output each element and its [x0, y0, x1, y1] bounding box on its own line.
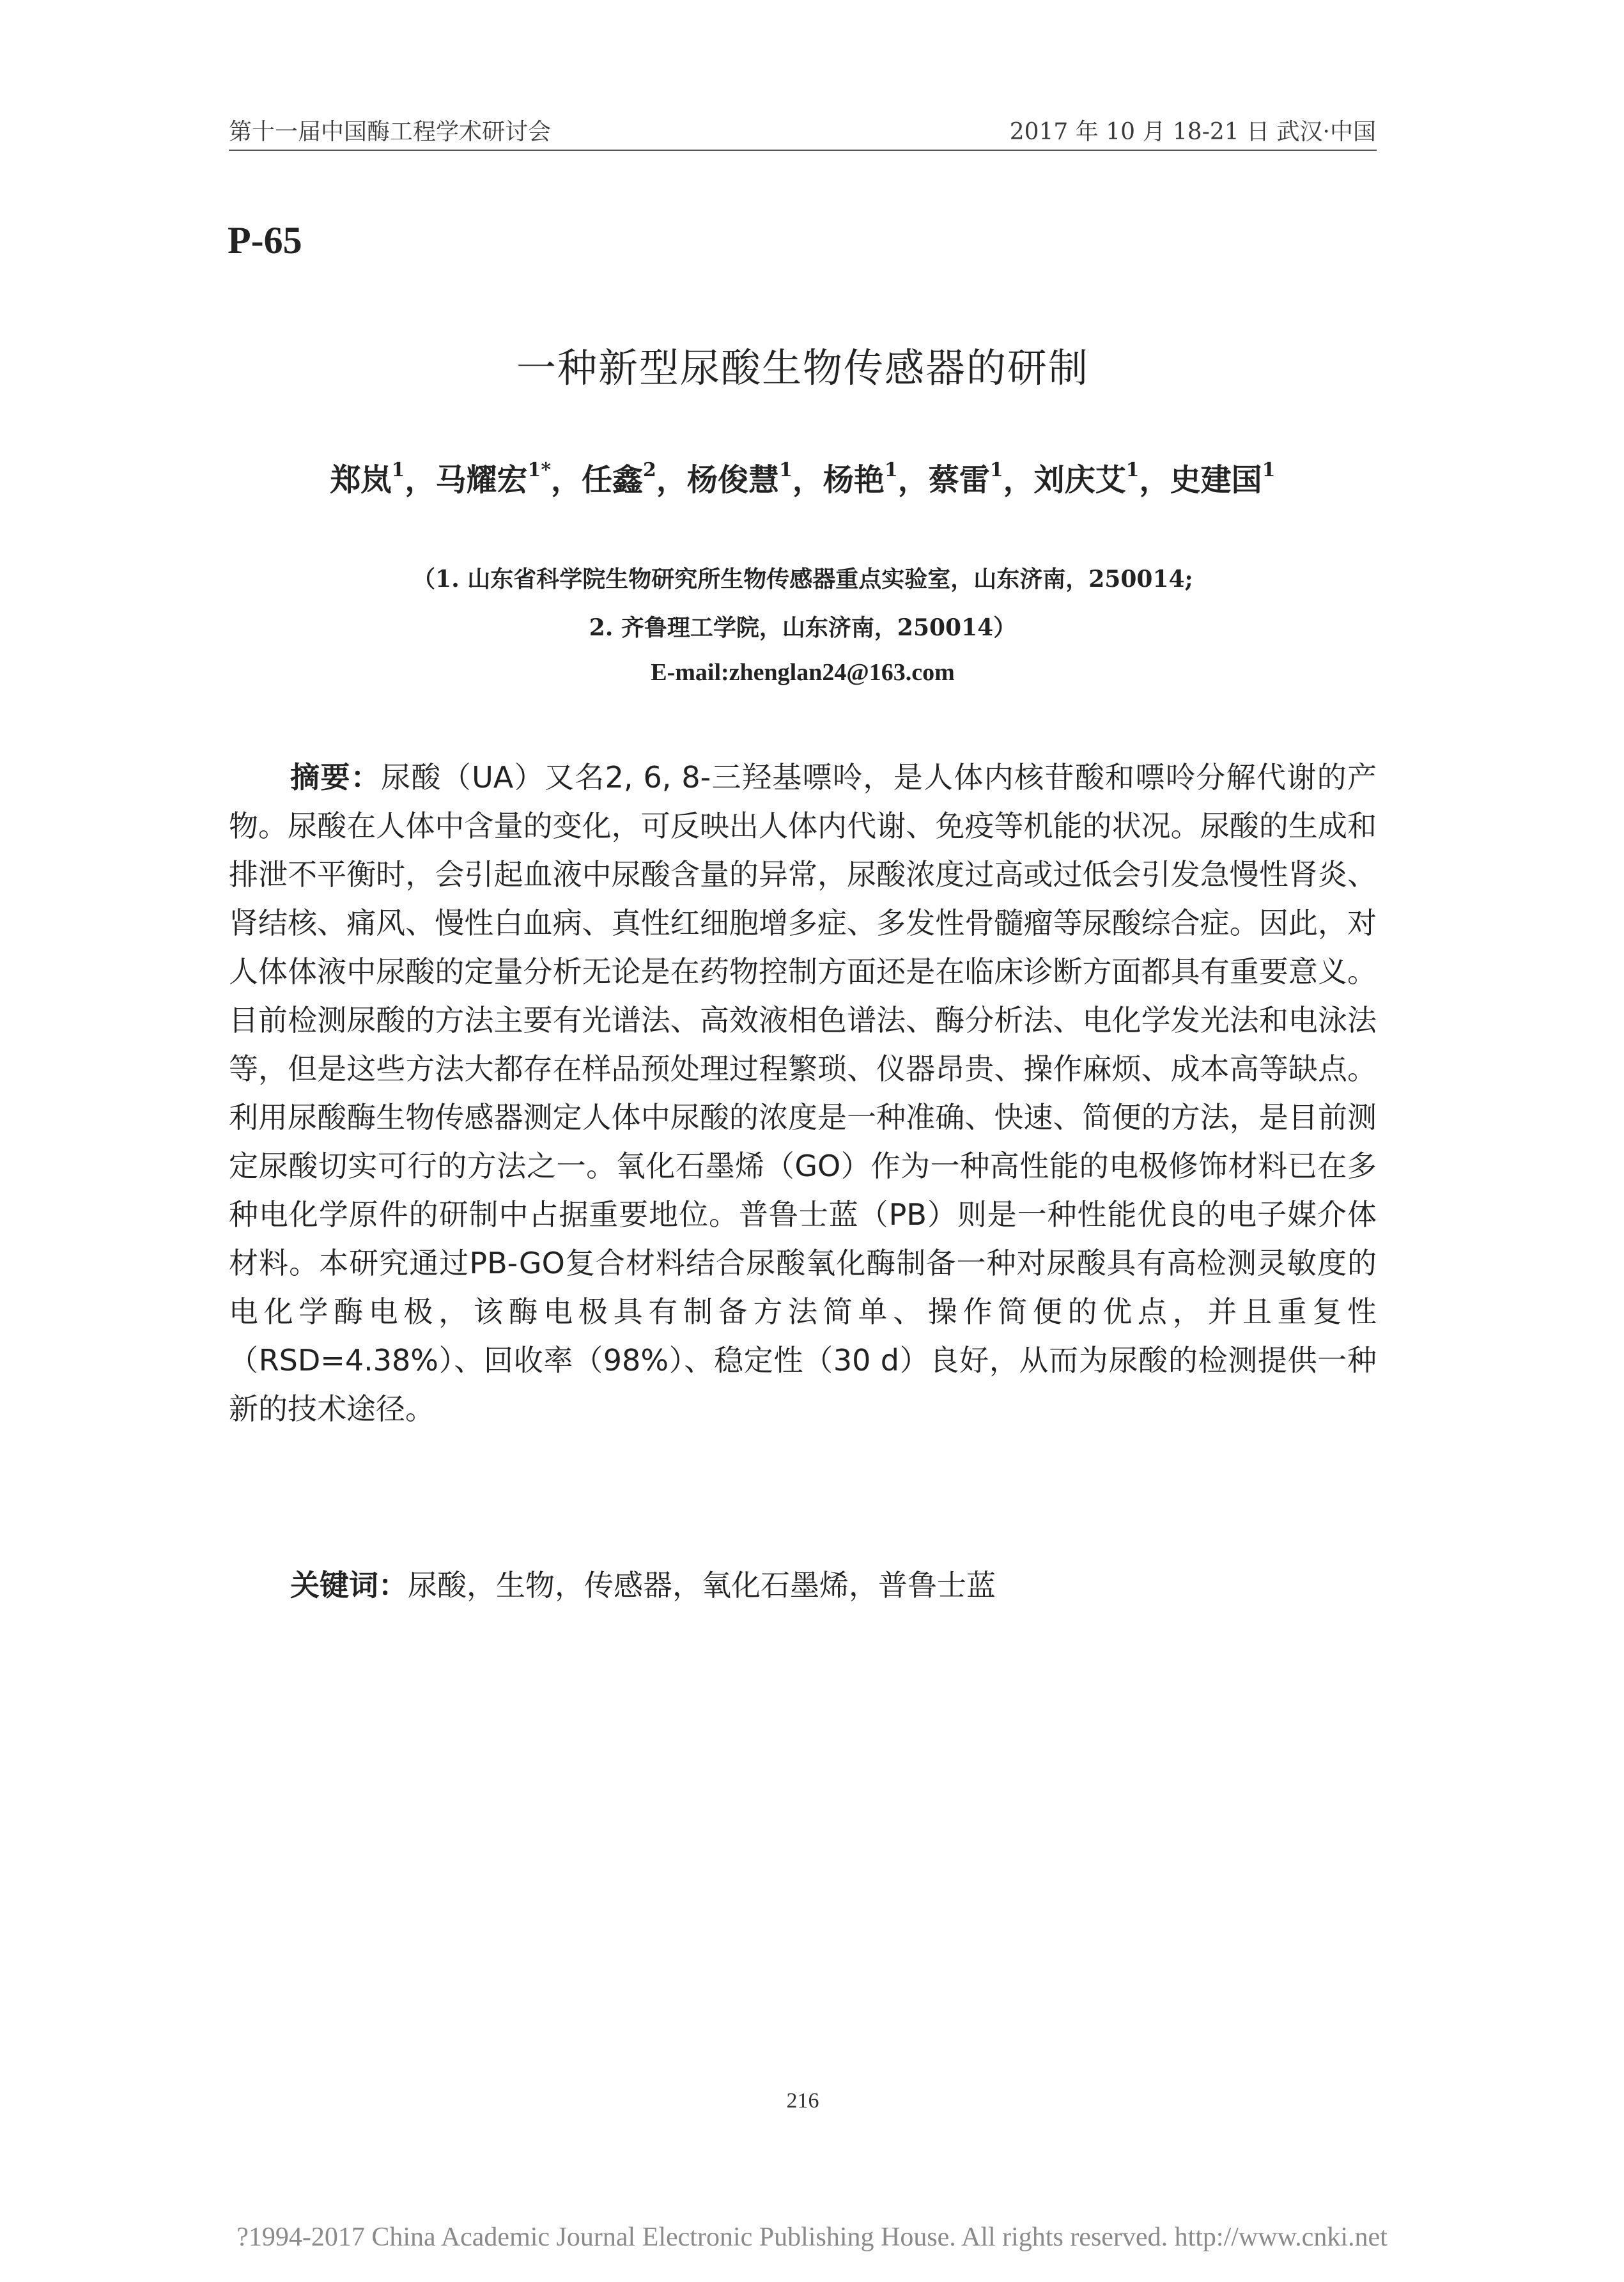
author-affiliation-mark: 1	[391, 459, 405, 481]
author-name: 马耀宏	[435, 462, 528, 498]
affiliation-line-2: 2. 齐鲁理工学院，山东济南，250014）	[589, 614, 1017, 641]
paper-id: P-65	[228, 219, 302, 261]
author-name: 杨俊慧	[686, 462, 779, 498]
author-name: 杨艳	[823, 462, 885, 498]
author-affiliation-mark: 1*	[527, 459, 552, 481]
author-affiliation-mark: 2	[643, 459, 656, 481]
author-affiliation-mark: 1	[884, 459, 898, 481]
paper-title: 一种新型尿酸生物传感器的研制	[516, 345, 1089, 391]
copyright-footer: ?1994-2017 China Academic Journal Electronic Publishing House. All rights reserved. http://www.cnki.net	[236, 2223, 1388, 2252]
keywords-paragraph	[229, 1561, 1377, 1610]
contact-email: E-mail:zhenglan24@163.com	[651, 659, 955, 686]
author-affiliation-mark: 1	[778, 459, 793, 481]
author-name: 任鑫	[582, 462, 644, 498]
author-name: 史建国	[1170, 462, 1262, 498]
abstract-paragraph	[229, 753, 1377, 1433]
author-name: 蔡雷	[928, 462, 990, 498]
author-affiliation-mark: 1	[1262, 459, 1276, 481]
author-affiliation-mark: 1	[1125, 459, 1140, 481]
keywords-text: 尿酸，生物，传感器，氧化石墨烯，普鲁士蓝	[408, 1568, 996, 1603]
author-name: 郑岚	[330, 462, 392, 498]
abstract-label: 摘要：	[290, 760, 382, 795]
running-header-date-location: 2017 年 10 月 18-21 日 武汉·中国	[1009, 119, 1376, 145]
keywords-label: 关键词：	[290, 1568, 408, 1603]
author-affiliation-mark: 1	[989, 459, 1003, 481]
author-name: 刘庆艾	[1033, 462, 1126, 498]
header-divider	[229, 150, 1377, 151]
affiliation-line-1: （1. 山东省科学院生物研究所生物传感器重点实验室，山东济南，250014;	[412, 566, 1193, 593]
author-list: 郑岚$^1$，马耀宏$^{1*}$，任鑫$^2$，杨俊慧$^1$，杨艳$^1$，蔡雷$^1$，刘庆艾$^1$，史建国$^1$	[330, 459, 1276, 498]
abstract-text: 尿酸（UA）又名2, 6, 8-三羟基嘌呤，是人体内核苷酸和嘌呤分解代谢的产物。尿酸在人体中含量的变化，可反映出人体内代谢、免疫等机能的状况。尿酸的生成和排泄不平衡时，会引起血液中尿酸含量的异常，尿酸浓度过高或过低会引发急慢性肾炎、肾结核、痛风、慢性白血病、真性红细胞增多症、多发性骨髓瘤等尿酸综合症。因此，对人体体液中尿酸的定量分析无论是在药物控制方面还是在临床诊断方面都具有重要意义。目前检测尿酸的方法主要有光谱法、高效液相色谱法、酶分析法、电化学发光法和电泳法等，但是这些方法大都存在样品预处理过程繁琐、仪器昂贵、操作麻烦、成本高等缺点。利用尿酸酶生物传感器测定人体中尿酸的浓度是一种准确、快速、简便的方法，是目前测定尿酸切实可行的方法之一。氧化石墨烯（GO）作为一种高性能的电极修饰材料已在多种电化学原件的研制中占据重要地位。普鲁士蓝（PB）则是一种性能优良的电子媒介体材料。本研究通过PB-GO复合材料结合尿酸氧化酶制备一种对尿酸具有高检测灵敏度的电化学酶电极，该酶电极具有制备方法简单、操作简便的优点，并且重复性（RSD=4.38%）、回收率（98%）、稳定性（30 d）良好，从而为尿酸的检测提供一种新的技术途径。	[229, 760, 1377, 1426]
page-number: 216	[786, 2089, 819, 2113]
running-header-conference: 第十一届中国酶工程学术研讨会	[229, 119, 552, 145]
